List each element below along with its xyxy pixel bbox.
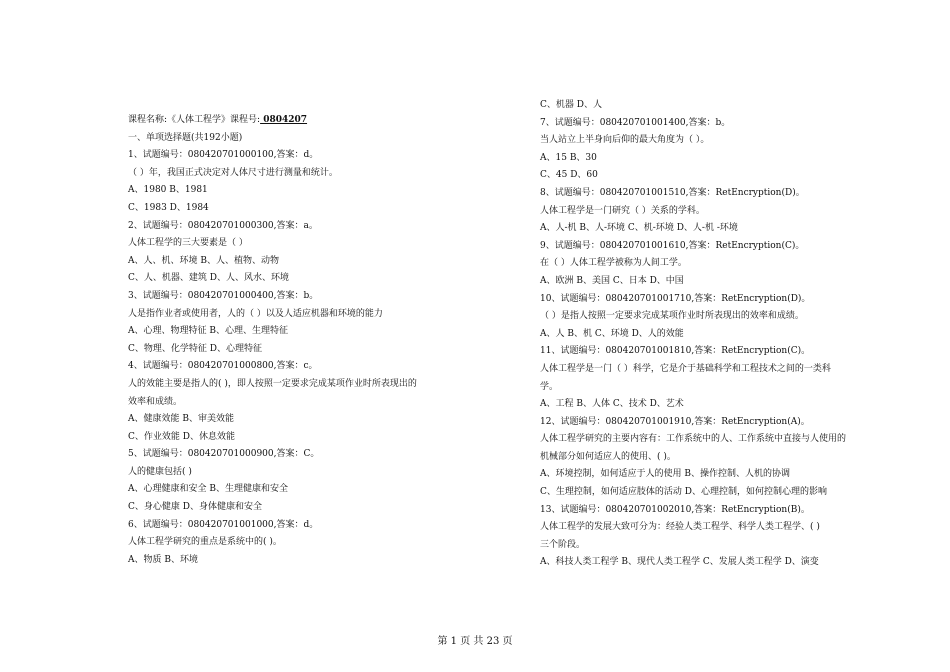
text-line: 在（ ）人体工程学被称为人间工学。 <box>540 258 687 269</box>
text-line: A、环境控制，如何适应于人的使用 B、操作控制、人机的协调 <box>540 469 790 480</box>
text-line: 学。 <box>540 381 559 392</box>
text-line: C、物理、化学特征 D、心理特征 <box>128 343 262 354</box>
text-line: （ ）年，我国正式决定对人体尺寸进行测量和统计。 <box>128 167 338 178</box>
text-line: 机械部分如何适应人的使用、( )。 <box>540 451 676 462</box>
text-line: 人是指作业者或使用者，人的（ ）以及人适应机器和环境的能力 <box>128 308 383 319</box>
text-line: C、生理控制，如何适应肢体的活动 D、心理控制，如何控制心理的影响 <box>540 487 827 498</box>
text-line: A、物质 B、环境 <box>128 554 198 565</box>
text-line: A、心理、物理特征 B、心理、生理特征 <box>128 326 288 337</box>
page-number-footer: 第 1 页 共 23 页 <box>437 636 513 647</box>
course-header <box>128 112 473 130</box>
text-line: 人体工程学是一门研究（ ）关系的学科。 <box>540 205 705 216</box>
course-code: 0804207 <box>260 115 308 125</box>
text-line: A、欧洲 B、美国 C、日本 D、中国 <box>540 275 684 286</box>
text-line: 2、试题编号：080420701000300,答案：a。 <box>128 220 318 231</box>
right-column <box>540 97 892 572</box>
text-line: 10、试题编号：080420701001710,答案：RetEncryption(D)。 <box>540 293 811 304</box>
left-question-list <box>128 147 473 569</box>
text-line: 1、试题编号：080420701000100,答案：d。 <box>128 150 319 161</box>
text-line: C、45 D、60 <box>540 170 598 181</box>
text-line: 当人站立上半身向后仰的最大角度为（ ）。 <box>540 135 710 146</box>
text-line: 人体工程学是一门（ ）科学，它是介于基础科学和工程技术之间的一类科 <box>540 363 831 374</box>
text-line: 9、试题编号：080420701001610,答案：RetEncryption(C)。 <box>540 240 805 251</box>
text-line: C、机器 D、人 <box>540 100 602 110</box>
text-line: 6、试题编号：080420701001000,答案：d。 <box>128 519 319 530</box>
text-line: 效率和成绩。 <box>128 396 183 407</box>
text-line: A、科技人类工程学 B、现代人类工程学 C、发展人类工程学 D、演变 <box>540 557 819 568</box>
text-line: （ ）是指人按照一定要求完成某项作业时所表现出的效率和成绩。 <box>540 311 804 322</box>
text-line: A、人、机、环境 B、人、植物、动物 <box>128 255 279 266</box>
text-line: A、工程 B、人体 C、技术 D、艺术 <box>540 399 684 410</box>
text-line: C、作业效能 D、休息效能 <box>128 431 235 442</box>
text-line: 4、试题编号：080420701000800,答案：c。 <box>128 361 318 372</box>
course-label: 课程名称:《人体工程学》课程号: <box>128 115 261 125</box>
text-line: 12、试题编号：080420701001910,答案：RetEncryption(A)。 <box>540 416 810 427</box>
text-line: C、1983 D、1984 <box>128 202 209 213</box>
text-line: C、人、机器、建筑 D、人、风水、环境 <box>128 273 289 284</box>
text-line: C、身心健康 D、身体健康和安全 <box>128 502 262 513</box>
text-line: 人的健康包括( ) <box>128 466 192 477</box>
text-line: 3、试题编号：080420701000400,答案：b。 <box>128 290 319 301</box>
left-column <box>128 112 473 569</box>
text-line: A、健康效能 B、审美效能 <box>128 414 234 425</box>
text-line: 7、试题编号：080420701001400,答案：b。 <box>540 117 731 128</box>
text-line: 三个阶段。 <box>540 539 586 550</box>
text-line: 5、试题编号：080420701000900,答案：C。 <box>128 449 320 460</box>
text-line: 人体工程学的发展大致可分为：经验人类工程学、科学人类工程学、( ) <box>540 522 820 533</box>
text-line: 8、试题编号：080420701001510,答案：RetEncryption(D)。 <box>540 187 805 198</box>
text-line: A、人-机 B、人-环境 C、机-环境 D、人-机 -环境 <box>540 223 738 234</box>
text-line: A、1980 B、1981 <box>128 185 208 196</box>
text-line: A、心理健康和安全 B、生理健康和安全 <box>128 484 288 495</box>
text-line: 11、试题编号：080420701001810,答案：RetEncryption(C)。 <box>540 346 811 357</box>
text-line: A、15 B、30 <box>540 152 597 163</box>
text-line: 人体工程学研究的重点是系统中的( )。 <box>128 537 282 548</box>
text-line: A、人 B、机 C、环境 D、人的效能 <box>540 328 684 339</box>
text-line: 人体工程学的三大要素是（ ） <box>128 238 248 249</box>
section-heading: 一、单项选择题(共192小题) <box>128 132 243 143</box>
text-line: 人体工程学研究的主要内容有：工作系统中的人、工作系统中直接与人使用的 <box>540 434 847 445</box>
text-line: 13、试题编号：080420701002010,答案：RetEncryption(B)。 <box>540 504 810 515</box>
text-line: 人的效能主要是指人的( )，即人按照一定要求完成某项作业时所表现出的 <box>128 378 417 389</box>
